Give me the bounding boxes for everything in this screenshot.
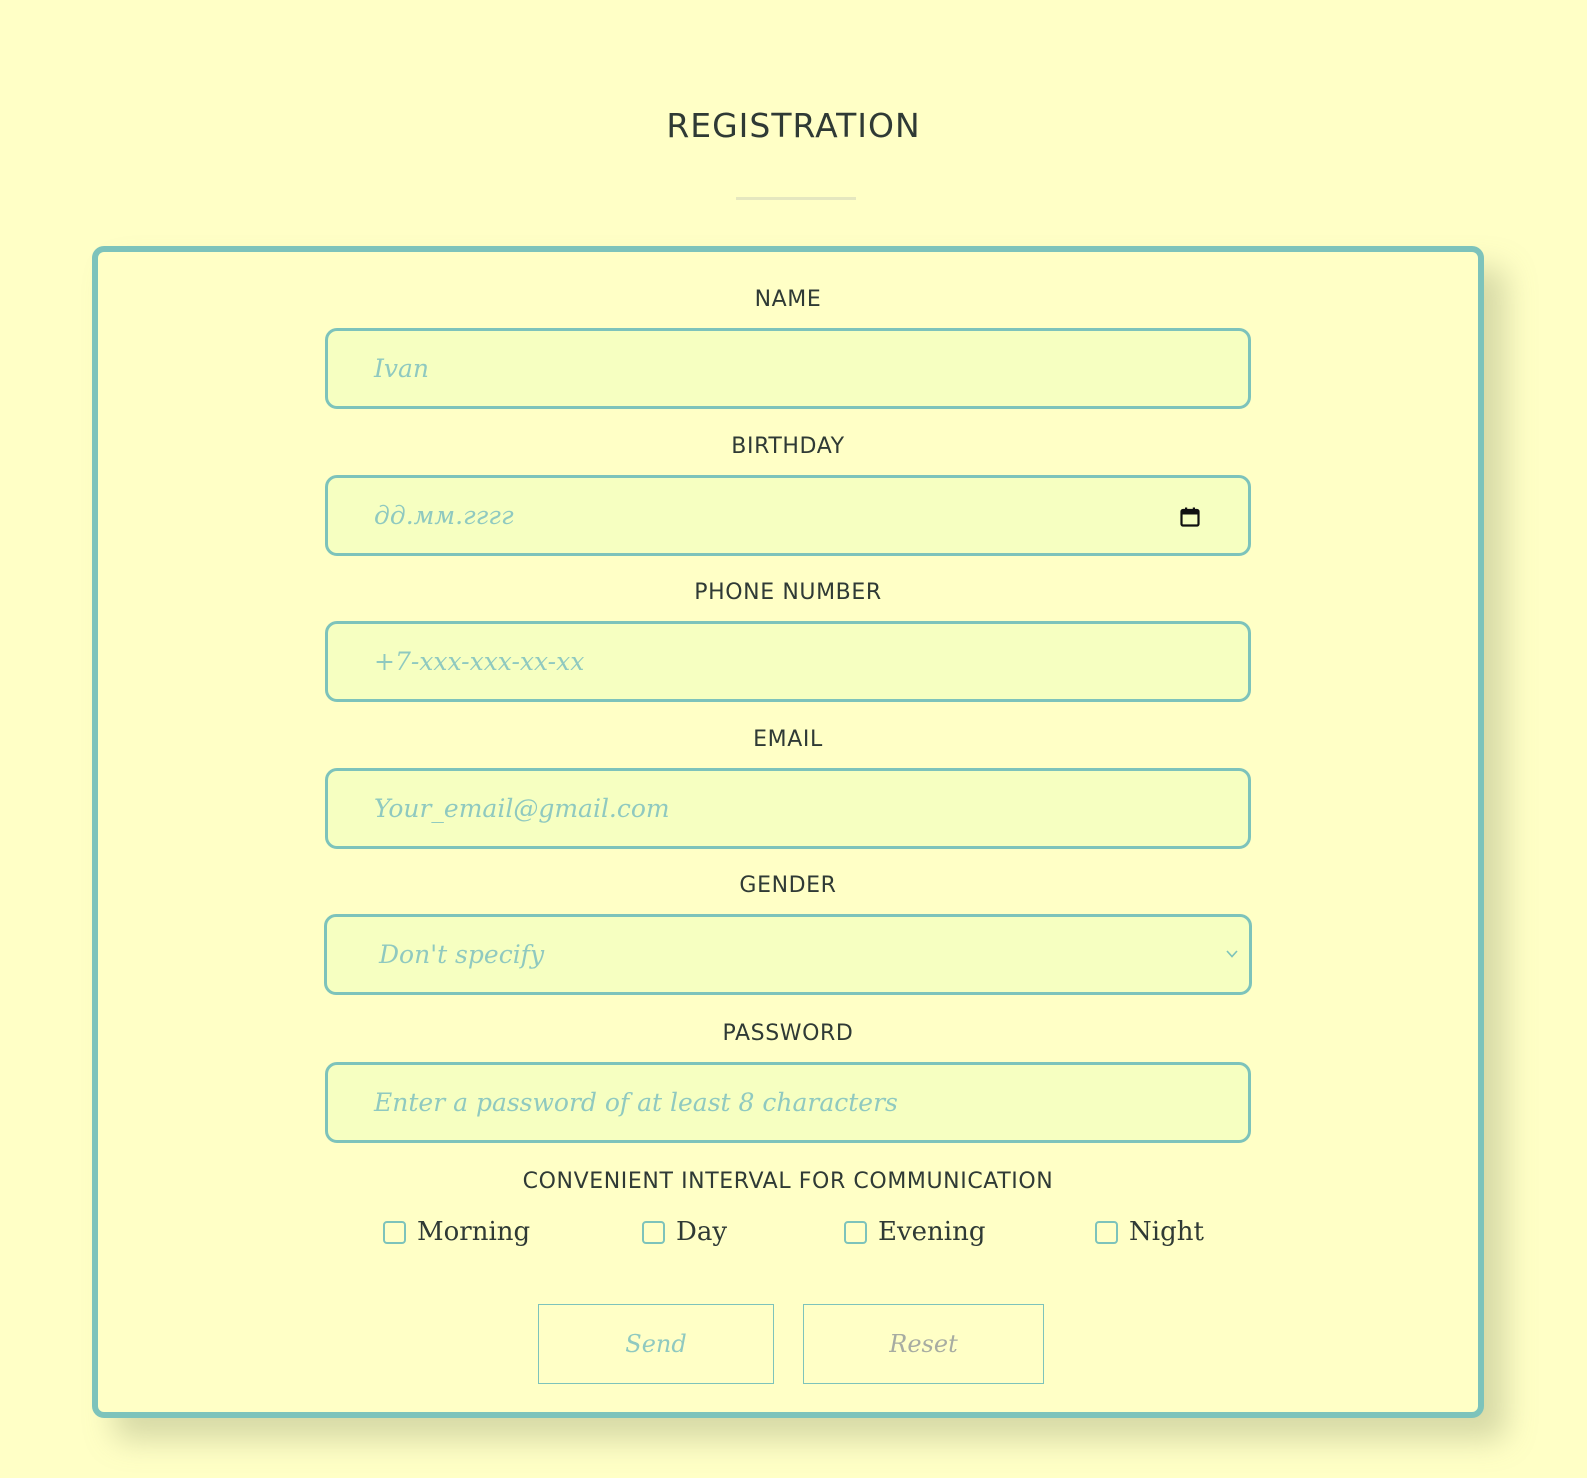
page-title: REGISTRATION xyxy=(666,106,921,145)
phone-input-placeholder: +7-xxx-xxx-xx-xx xyxy=(374,647,585,676)
checkbox-night-box[interactable] xyxy=(1095,1221,1118,1244)
password-label: PASSWORD xyxy=(722,1021,854,1046)
gender-label: GENDER xyxy=(739,873,837,898)
birthday-input-placeholder: дд.мм.гггг xyxy=(374,501,514,530)
checkbox-day-box[interactable] xyxy=(642,1221,665,1244)
registration-form xyxy=(92,246,1484,1418)
name-label: NAME xyxy=(754,287,822,312)
birthday-label: BIRTHDAY xyxy=(731,434,845,459)
checkbox-morning-label: Morning xyxy=(417,1217,531,1247)
calendar-icon[interactable] xyxy=(1180,507,1200,527)
chevron-down-icon xyxy=(1225,947,1239,961)
password-input[interactable] xyxy=(325,1062,1251,1143)
name-input[interactable] xyxy=(325,328,1251,409)
email-input-placeholder: Your_email@gmail.com xyxy=(374,794,670,823)
checkbox-evening[interactable] xyxy=(844,1214,986,1250)
checkbox-evening-label: Evening xyxy=(878,1217,986,1247)
password-input-placeholder: Enter a password of at least 8 characters xyxy=(374,1088,898,1117)
checkbox-morning[interactable] xyxy=(383,1214,530,1250)
checkbox-evening-box[interactable] xyxy=(844,1221,867,1244)
birthday-input[interactable] xyxy=(325,475,1251,556)
phone-input[interactable] xyxy=(325,621,1251,702)
checkbox-morning-box[interactable] xyxy=(383,1221,406,1244)
checkbox-night-label: Night xyxy=(1129,1217,1204,1247)
reset-button[interactable]: Reset xyxy=(803,1304,1044,1384)
title-divider xyxy=(736,197,856,200)
phone-label: PHONE NUMBER xyxy=(694,580,882,605)
interval-label: CONVENIENT INTERVAL FOR COMMUNICATION xyxy=(522,1169,1054,1194)
checkbox-day[interactable] xyxy=(642,1214,727,1250)
email-label: EMAIL xyxy=(753,727,823,752)
checkbox-night[interactable] xyxy=(1095,1214,1204,1250)
email-input[interactable] xyxy=(325,768,1251,849)
name-input-value: Ivan xyxy=(374,354,430,383)
gender-select[interactable] xyxy=(324,914,1252,995)
interval-checkbox-group xyxy=(98,1214,1478,1250)
checkbox-day-label: Day xyxy=(676,1217,728,1247)
send-button[interactable]: Send xyxy=(538,1304,774,1384)
gender-select-value: Don't specify xyxy=(379,940,545,969)
